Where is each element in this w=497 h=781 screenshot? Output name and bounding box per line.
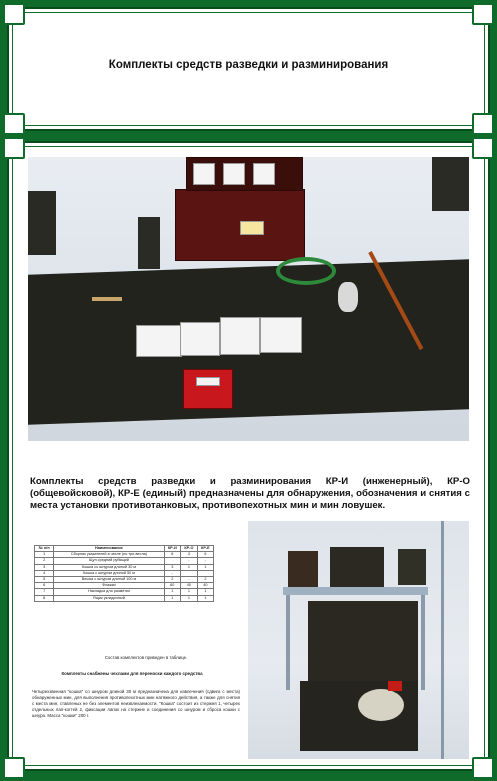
lid-paper [193,163,215,185]
table-header: Наименование [54,546,164,552]
table-cell: 1 [164,595,180,601]
table-cell: 40 [180,583,197,589]
dark-crate [432,157,469,211]
notes-subtitle: Комплекты снабжены чехлами для переноски каждого средства [61,671,203,676]
booklet [220,317,260,355]
frame-corner-ornament [3,137,25,159]
table-header: КР-Е [197,546,213,552]
flag-stick [92,297,122,301]
canister [138,217,160,269]
device-case [288,551,318,587]
table-cell: Флажки [54,583,164,589]
booklet [180,322,220,356]
lower-box [308,601,418,681]
table-cell: - [180,558,197,564]
table-cell: - [197,558,213,564]
table-cell: 6 [164,552,180,558]
table-cell: Кошка с шнуром длиной 50 м [54,570,164,576]
table-cell: Кошка со шнуром длиной 30 м [54,564,164,570]
background-pole [441,521,444,759]
frame-corner-ornament [472,3,494,25]
kit-composition-table [34,545,214,602]
description-text: Комплекты средств разведки и разминирования КР-И (инженерный), КР-О (общевойсковой), КР-Е (единый) предназначены для обнаружения, обозначения и снятия с места установки противотанковых, противопехотных мин и мин ловушек. [30,476,470,511]
table-cell: Ящик укладочный [54,595,164,601]
table-cell: 6 [35,583,54,589]
table-cell: 1 [197,564,213,570]
frame-corner-ornament [3,3,25,25]
table-cell: 4 [35,570,54,576]
table-cell: Накладка для разметки [54,589,164,595]
rope-coil [358,689,404,721]
table-cell: 2 [197,577,213,583]
booklet [260,317,302,353]
lid-paper [253,163,275,185]
table-cell: 3 [164,564,180,570]
equipment-photo [28,157,469,441]
lid-paper [223,163,245,185]
notes-paragraph: Четырехзвенная "кошка" со шнуром длиной 30 м предназначена для извлечения (сдвига с места) обнаруженных мин, для выполнения противопехотных мин натяжного действия, а также для снятия с места мин, ставленых не без элементов неизвлекаемости. "Кошка" состоит из стержня 1, четырех отдельных лап-когтей 2, фиксации лапок на стержне и соединения со шнуром и сброса кошки с шнура. Масса "кошки" 200 г. [32,689,240,718]
table-cell: 1 [197,589,213,595]
table-cell: - [164,570,180,576]
page-title: Комплекты средств разведки и разминирования [108,59,389,71]
dark-post [28,191,56,255]
table-cell: Вешка с шнуром длиной 100 м [54,577,164,583]
folder-label [196,377,220,386]
table-top [283,587,428,595]
table-cell: 60 [164,583,180,589]
booklet [136,325,182,357]
frame-corner-ornament [472,113,494,135]
storage-box [300,681,418,751]
table-cell: 1 [180,564,197,570]
table-cell: 1 [180,595,197,601]
kit-table-document [24,521,242,761]
red-item [388,681,402,691]
table-cell: 3 [180,552,197,558]
table-cell: 2 [35,558,54,564]
table-cell: 7 [35,589,54,595]
table-leg [286,595,290,690]
rope-coil [338,282,358,312]
table-header: № п/п [35,546,54,552]
frame-corner-ornament [3,757,25,779]
title-frame [7,7,490,131]
table-footer: Состав комплектов приведен в таблице. [104,655,188,660]
table-cell: 40 [197,583,213,589]
table-cell: 3 [35,564,54,570]
open-case [330,547,384,587]
frame-corner-ornament [3,113,25,135]
box-label [240,221,264,235]
red-folder [183,369,233,409]
table-header: КР-О [180,546,197,552]
table-cell: - [180,577,197,583]
battery-case [398,549,426,585]
frame-corner-ornament [472,757,494,779]
kit-on-table-photo [248,521,469,759]
table-cell: 6 [197,552,213,558]
table-header: КР-И [164,546,180,552]
table-cell: 1 [180,589,197,595]
green-cable-coil [276,257,336,285]
table-cell: 8 [35,595,54,601]
table-cell: Щуп средний рубящий [54,558,164,564]
table-row [35,595,214,601]
frame-corner-ornament [472,137,494,159]
table-cell: 2 [164,577,180,583]
table-leg [421,595,425,690]
table-cell: Сборник указателей в чехле (по три весла) [54,552,164,558]
table-cell: 5 [35,577,54,583]
table-cell: 1 [197,595,213,601]
table-cell: 1 [35,552,54,558]
table-cell: 1 [164,589,180,595]
